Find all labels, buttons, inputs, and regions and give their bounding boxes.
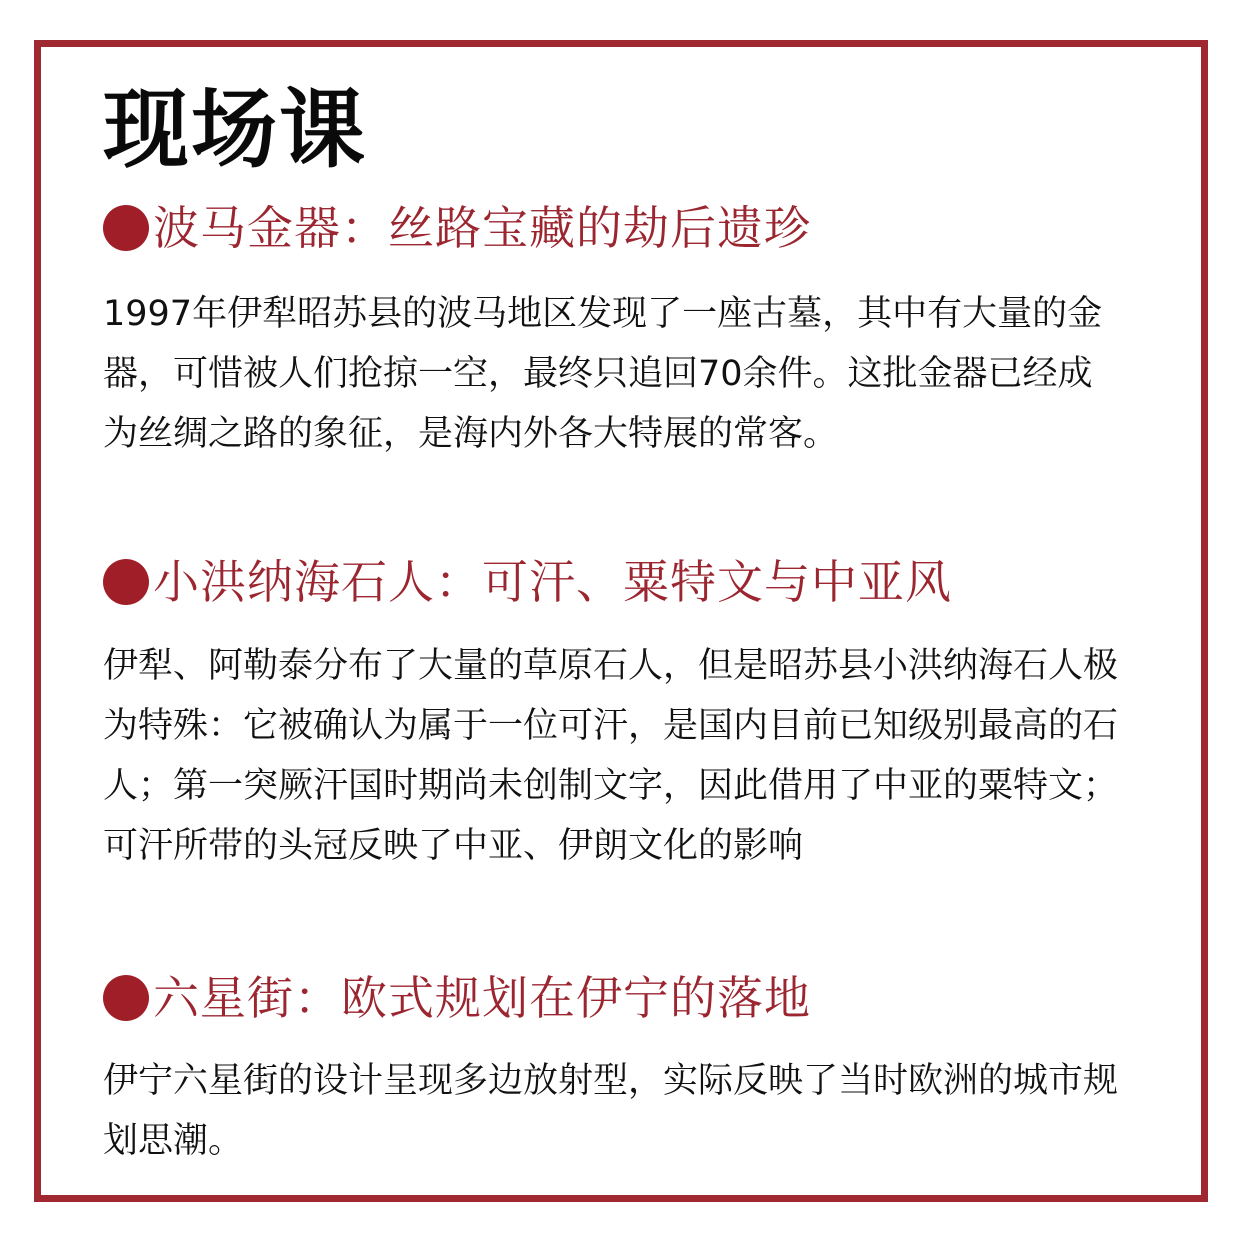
section-body-liuxingjie: 伊宁六星街的设计呈现多边放射型，实际反映了当时欧洲的城市规划思潮。 — [103, 1061, 1119, 1161]
section-heading-liuxingjie — [103, 966, 811, 1030]
section-heading-text: 波马金器：丝路宝藏的劫后遗珍 — [153, 201, 811, 255]
section-heading-boma — [103, 196, 811, 260]
section-heading-text: 六星街：欧式规划在伊宁的落地 — [153, 971, 811, 1025]
page-title: 现场课 — [103, 79, 367, 180]
bullet-dot-icon — [103, 559, 149, 605]
bullet-dot-icon — [103, 975, 149, 1021]
section-body-boma: 1997年伊犁昭苏县的波马地区发现了一座古墓，其中有大量的金器，可惜被人们抢掠一空，最终只追回70余件。这批金器已经成为丝绸之路的象征，是海内外各大特展的常客。 — [103, 294, 1103, 454]
section-body-xiaohongnahai: 伊犁、阿勒泰分布了大量的草原石人，但是昭苏县小洪纳海石人极为特殊：它被确认为属于一位可汗，是国内目前已知级别最高的石人；第一突厥汗国时期尚未创制文字，因此借用了中亚的粟特文；可汗所带的头冠反映了中亚、伊朗文化的影响 — [103, 646, 1119, 866]
section-heading-xiaohongnahai — [103, 550, 952, 614]
section-heading-text: 小洪纳海石人：可汗、粟特文与中亚风 — [153, 555, 952, 609]
bullet-dot-icon — [103, 205, 149, 251]
